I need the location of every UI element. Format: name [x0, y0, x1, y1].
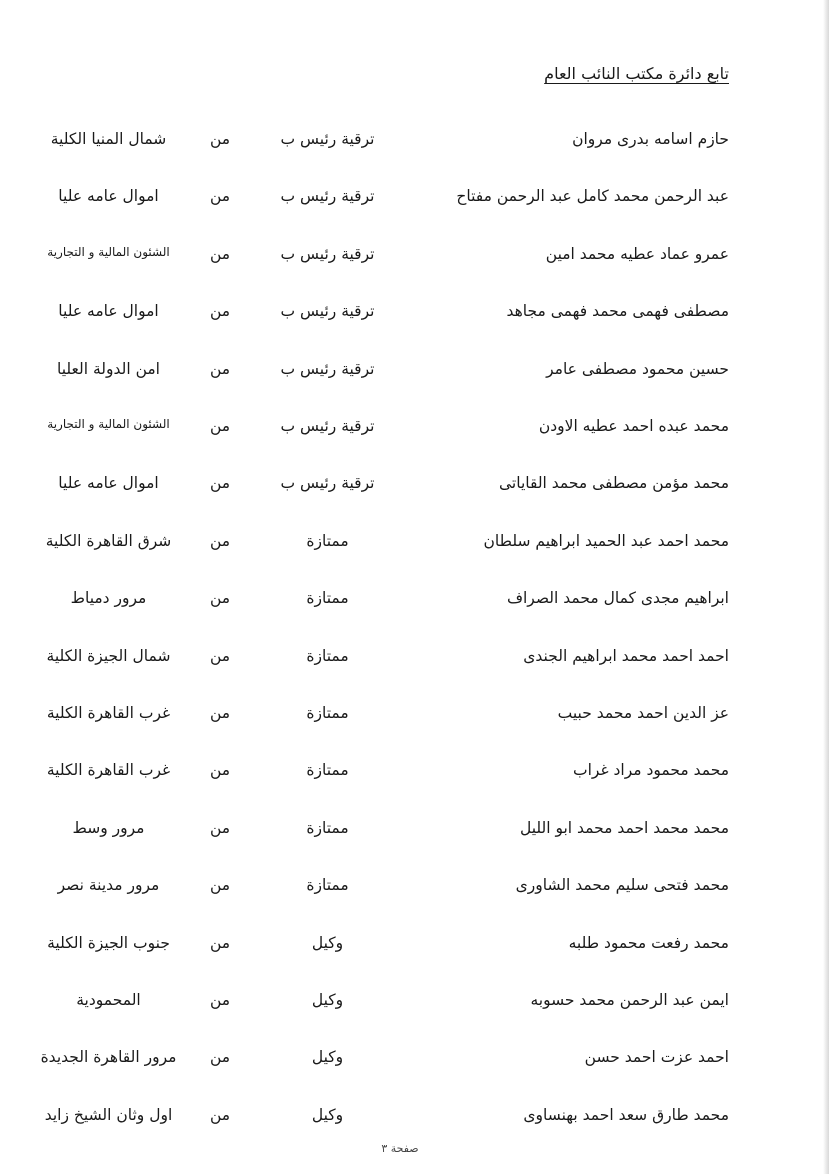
- department-label: مرور القاهرة الجديدة: [40, 1048, 177, 1066]
- from-label: من: [209, 589, 231, 607]
- grade-label: ترقية رئيس ب: [280, 360, 375, 378]
- from-label: من: [209, 474, 231, 492]
- grade-label: وكيل: [311, 991, 344, 1009]
- from-label: من: [209, 1048, 231, 1066]
- list-item: [0, 360, 829, 390]
- list-item: [0, 761, 829, 791]
- list-item: [0, 1048, 829, 1078]
- from-label: من: [209, 934, 231, 952]
- department-label: مرور مدينة نصر: [57, 876, 160, 894]
- list-item: [0, 474, 829, 504]
- department-label: جنوب الجيزة الكلية: [47, 934, 170, 952]
- grade-label: وكيل: [311, 934, 344, 952]
- person-name: ابراهيم مجدى كمال محمد الصراف: [506, 589, 729, 607]
- from-label: من: [209, 647, 231, 665]
- person-name: عبد الرحمن محمد كامل عبد الرحمن مفتاح: [456, 187, 729, 205]
- from-label: من: [209, 876, 231, 894]
- list-item: [0, 704, 829, 734]
- department-label: غرب القاهرة الكلية: [46, 704, 171, 722]
- from-label: من: [209, 417, 231, 435]
- list-item: [0, 245, 829, 275]
- department-label: شمال الجيزة الكلية: [46, 647, 171, 665]
- from-label: من: [209, 1106, 231, 1124]
- person-name: محمد محمد احمد محمد ابو الليل: [519, 819, 729, 837]
- list-item: [0, 819, 829, 849]
- person-name: مصطفى فهمى محمد فهمى مجاهد: [506, 302, 729, 320]
- from-label: من: [209, 360, 231, 378]
- from-label: من: [209, 187, 231, 205]
- department-label: مرور دمياط: [70, 589, 147, 607]
- list-item: [0, 302, 829, 332]
- grade-label: وكيل: [311, 1048, 344, 1066]
- person-name: عمرو عماد عطيه محمد امين: [545, 245, 729, 263]
- department-label: شرق القاهرة الكلية: [45, 532, 172, 550]
- person-name: محمد مؤمن مصطفى محمد القاياتى: [498, 474, 729, 492]
- person-name: محمد عبده احمد عطيه الاودن: [538, 417, 729, 435]
- list-item: [0, 532, 829, 562]
- list-item: [0, 417, 829, 447]
- department-label: غرب القاهرة الكلية: [46, 761, 171, 779]
- grade-label: ترقية رئيس ب: [280, 130, 375, 148]
- grade-label: ممتازة: [306, 819, 349, 837]
- from-label: من: [209, 130, 231, 148]
- list-item: [0, 187, 829, 217]
- person-name: حسين محمود مصطفى عامر: [546, 360, 729, 378]
- page-number: صفحة ٣: [381, 1142, 419, 1155]
- person-name: محمد محمود مراد غراب: [573, 761, 729, 779]
- grade-label: ممتازة: [306, 704, 349, 722]
- list-item: [0, 589, 829, 619]
- person-name: محمد رفعت محمود طلبه: [568, 934, 729, 952]
- list-item: [0, 876, 829, 906]
- grade-label: ممتازة: [306, 589, 349, 607]
- from-label: من: [209, 704, 231, 722]
- person-name: احمد احمد محمد ابراهيم الجندى: [523, 647, 729, 665]
- from-label: من: [209, 532, 231, 550]
- list-item: [0, 647, 829, 677]
- department-label: مرور وسط: [72, 819, 145, 837]
- department-label: اموال عامه عليا: [58, 302, 159, 320]
- from-label: من: [209, 302, 231, 320]
- grade-label: ترقية رئيس ب: [280, 302, 375, 320]
- department-label: امن الدولة العليا: [57, 360, 160, 378]
- department-label: المحمودية: [76, 991, 141, 1009]
- grade-label: وكيل: [311, 1106, 344, 1124]
- list-item: [0, 130, 829, 160]
- department-label: اول وثان الشيخ زايد: [44, 1106, 173, 1124]
- person-name: محمد فتحى سليم محمد الشاورى: [515, 876, 729, 894]
- person-name: محمد احمد عبد الحميد ابراهيم سلطان: [483, 532, 729, 550]
- department-label: الشئون المالية و التجارية: [47, 417, 170, 431]
- person-name: ايمن عبد الرحمن محمد حسوبه: [530, 991, 729, 1009]
- person-name: محمد طارق سعد احمد بهنساوى: [523, 1106, 729, 1124]
- list-item: [0, 1106, 829, 1136]
- from-label: من: [209, 819, 231, 837]
- from-label: من: [209, 761, 231, 779]
- grade-label: ترقية رئيس ب: [280, 474, 375, 492]
- person-name: احمد عزت احمد حسن: [584, 1048, 729, 1066]
- person-name: حازم اسامه بدرى مروان: [572, 130, 729, 148]
- grade-label: ترقية رئيس ب: [280, 417, 375, 435]
- department-label: اموال عامه عليا: [58, 474, 159, 492]
- department-label: اموال عامه عليا: [58, 187, 159, 205]
- department-label: الشئون المالية و التجارية: [47, 245, 170, 259]
- page-heading: تابع دائرة مكتب النائب العام: [544, 64, 729, 83]
- from-label: من: [209, 245, 231, 263]
- grade-label: ترقية رئيس ب: [280, 187, 375, 205]
- department-label: شمال المنيا الكلية: [50, 130, 167, 148]
- grade-label: ترقية رئيس ب: [280, 245, 375, 263]
- list-item: [0, 934, 829, 964]
- grade-label: ممتازة: [306, 532, 349, 550]
- list-item: [0, 991, 829, 1021]
- grade-label: ممتازة: [306, 761, 349, 779]
- grade-label: ممتازة: [306, 647, 349, 665]
- from-label: من: [209, 991, 231, 1009]
- grade-label: ممتازة: [306, 876, 349, 894]
- person-name: عز الدين احمد محمد حبيب: [557, 704, 729, 722]
